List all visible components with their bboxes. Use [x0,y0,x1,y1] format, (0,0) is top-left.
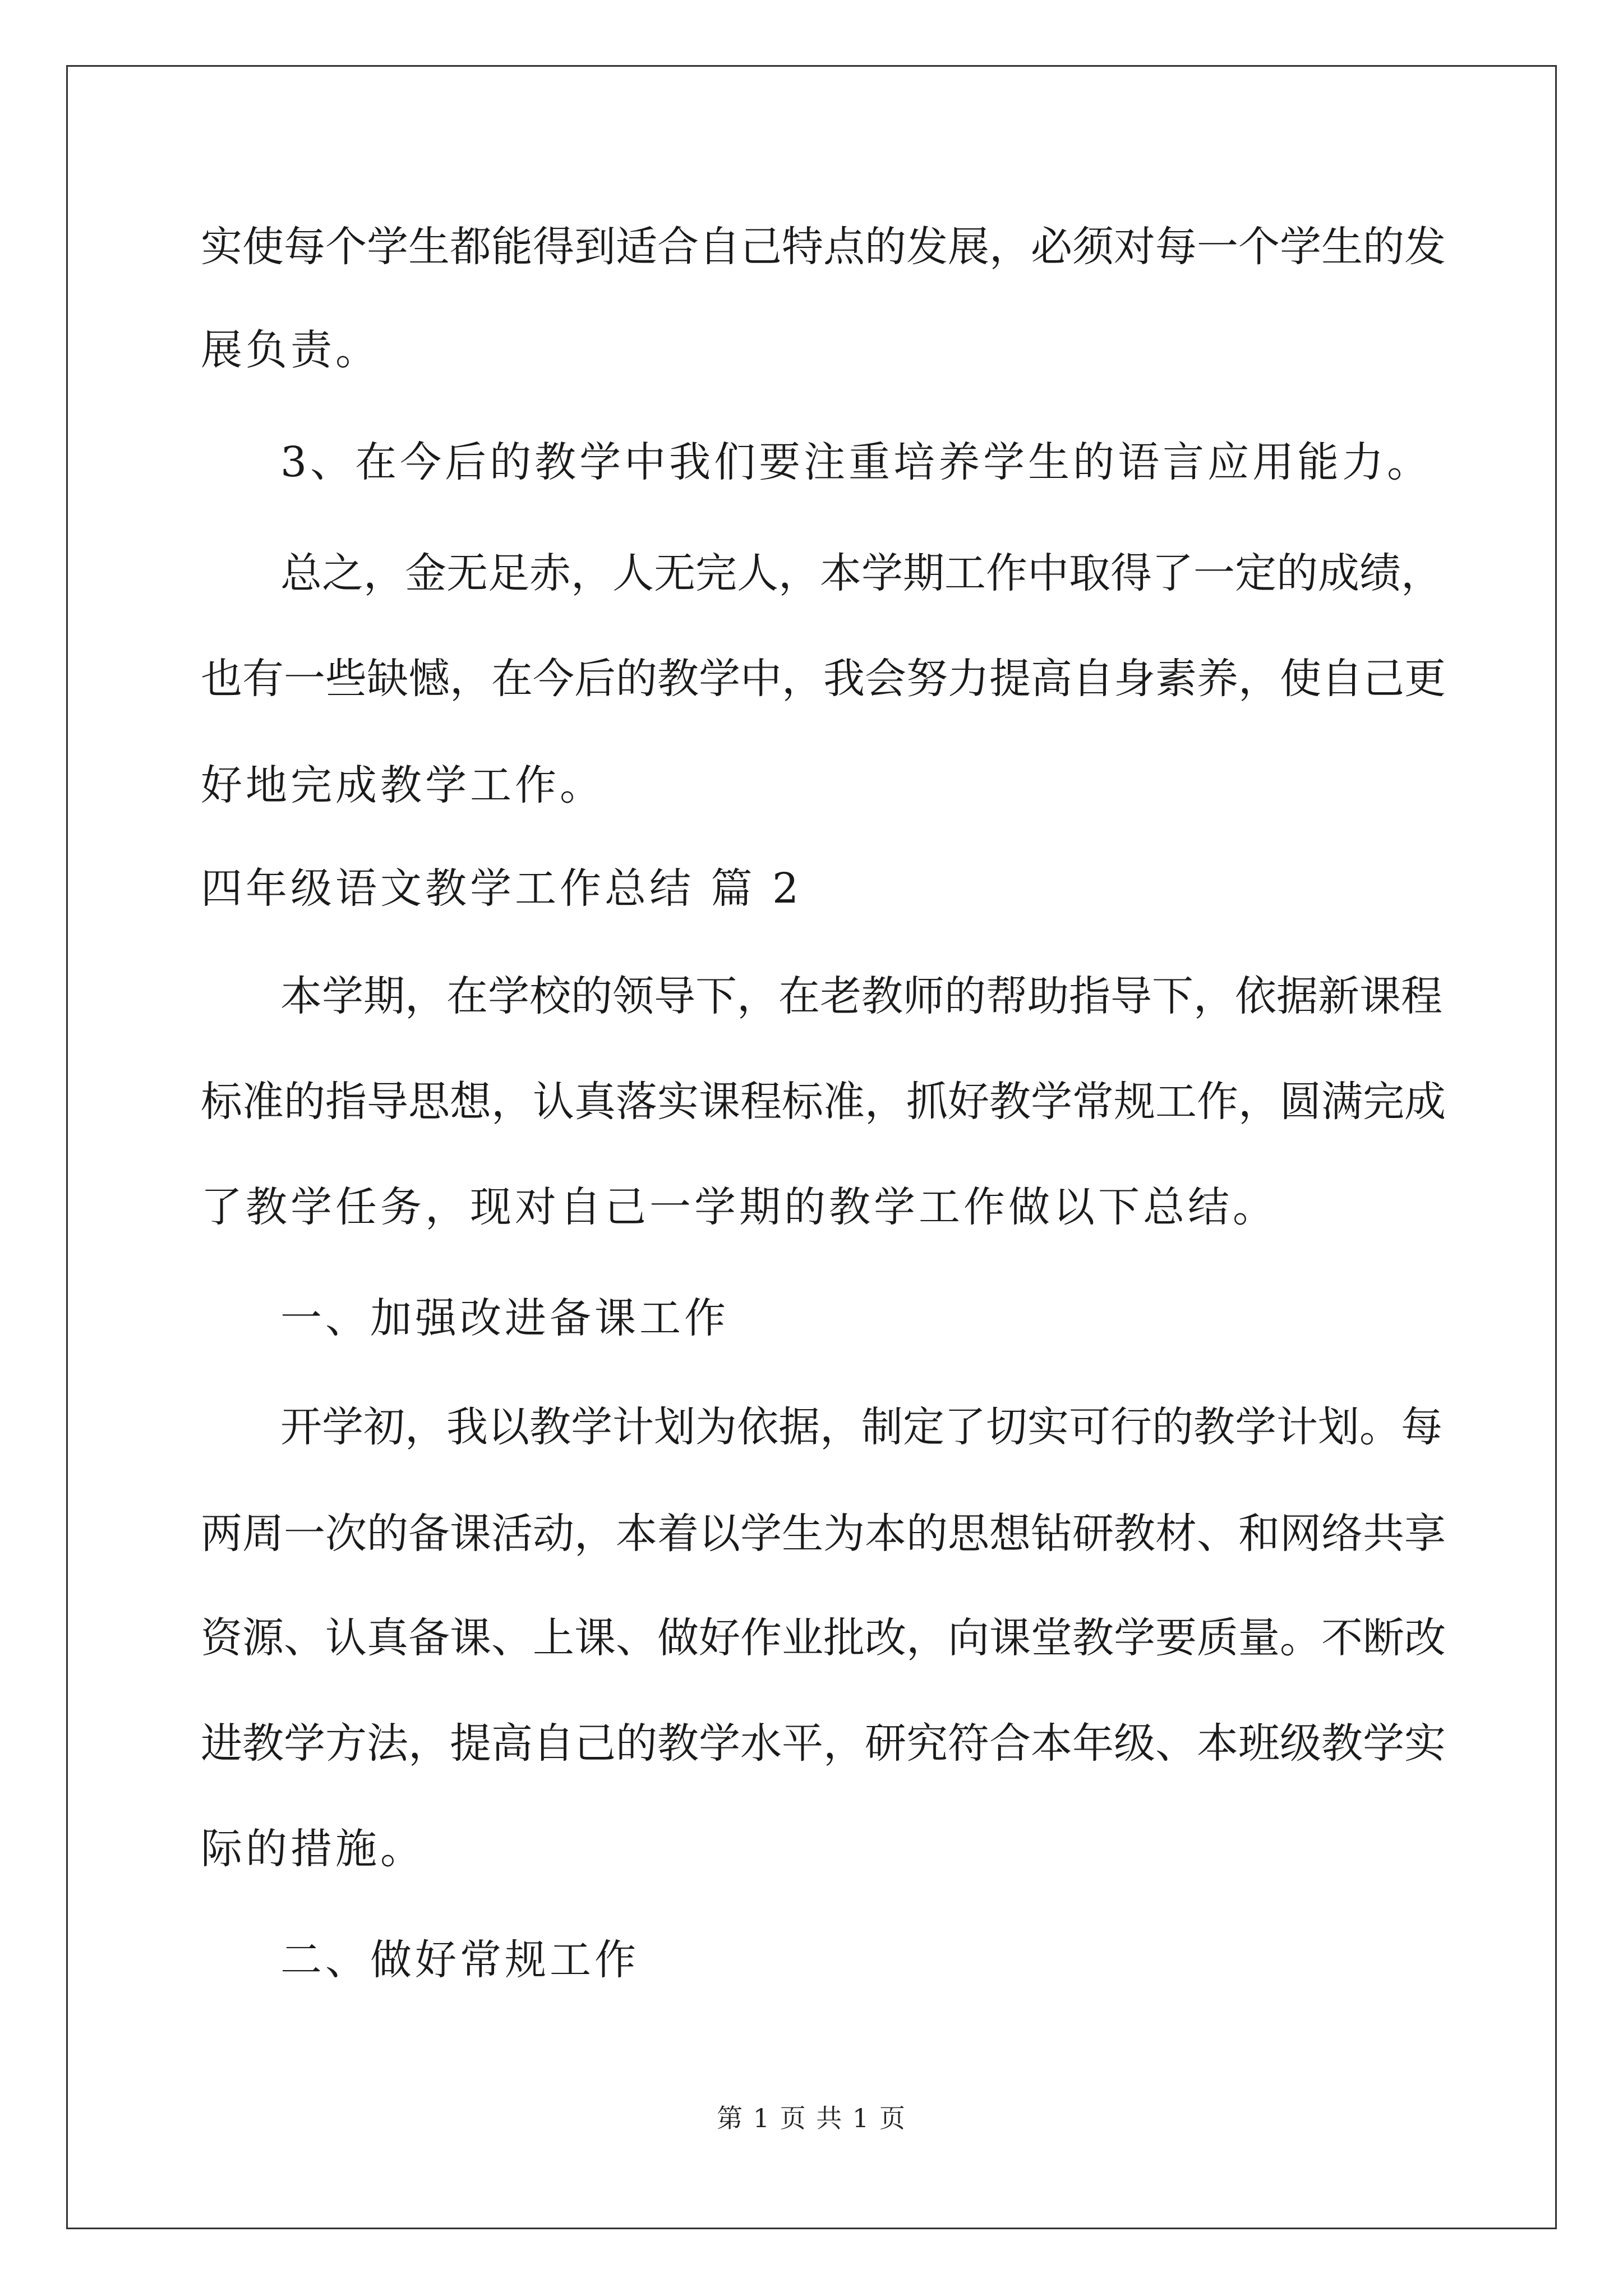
text-line: 展负责。 [201,326,380,374]
text-line: 际的措施。 [201,1825,425,1873]
text-line: 开学初，我以教学计划为依据，制定了切实可行的教学计划。每 [280,1403,1442,1451]
text-line: 实使每个学生都能得到适合自己特点的发展，必须对每一个学生的发 [201,223,1446,271]
page-border [66,65,1557,2229]
text-line: 资源、认真备课、上课、做好作业批改，向课堂教学要质量。不断改 [201,1614,1446,1662]
text-line: 总之，金无足赤，人无完人，本学期工作中取得了一定的成绩， [280,549,1442,597]
subheading: 一、加强改进备课工作 [280,1294,729,1342]
text-line: 3、在今后的教学中我们要注重培养学生的语言应用能力。 [280,438,1432,486]
subheading: 二、做好常规工作 [280,1936,639,1984]
text-line: 进教学方法，提高自己的教学水平，研究符合本年级、本班级教学实 [201,1719,1446,1768]
text-line: 好地完成教学工作。 [201,761,605,809]
text-line: 本学期，在学校的领导下，在老教师的帮助指导下，依据新课程 [280,972,1442,1020]
text-line: 标准的指导思想，认真落实课程标准，抓好教学常规工作，圆满完成 [201,1078,1446,1126]
text-line: 也有一些缺憾，在今后的教学中，我会努力提高自身素养，使自己更 [201,655,1446,703]
text-line: 两周一次的备课活动，本着以学生为本的思想钻研教材、和网络共享 [201,1510,1446,1558]
text-line: 了教学任务，现对自己一学期的教学工作做以下总结。 [201,1183,1278,1231]
page-footer: 第 1 页 共 1 页 [717,2103,906,2133]
section-heading: 四年级语文教学工作总结 篇 2 [201,864,803,913]
